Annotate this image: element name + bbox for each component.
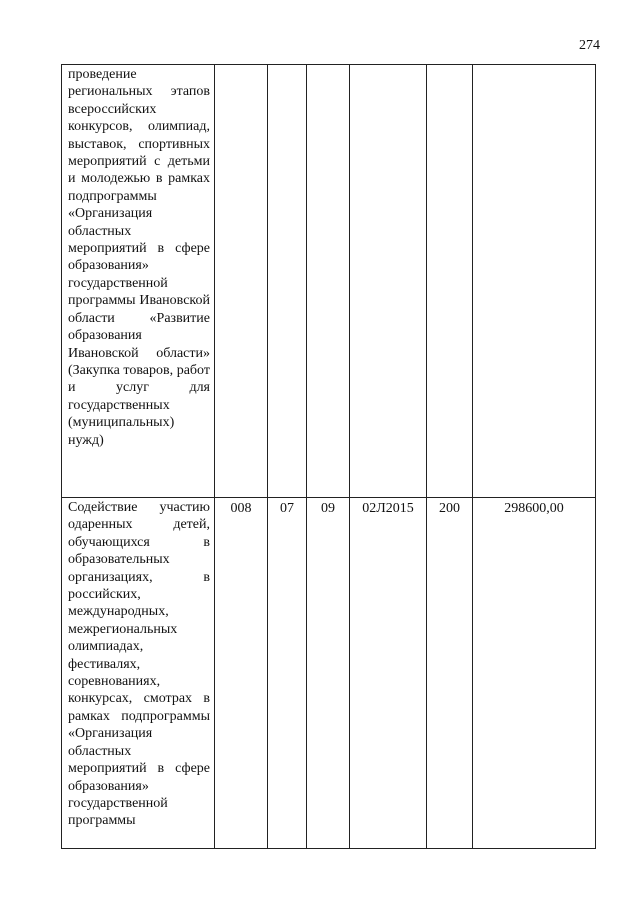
section-code: 07 [268, 498, 307, 849]
section-code [268, 65, 307, 498]
row-description: Содействие участию одаренных детей, обучающихся в образовательных организациях, в российских, международных, межрегиональных олимпиадах, фестивалях, соревнованиях, конкурсах, смотрах в рамках подпрограммы «Организация областных мероприятий в сфере образования» государственной программы [62, 498, 215, 849]
target-article-code [350, 65, 427, 498]
target-article-code: 02Л2015 [350, 498, 427, 849]
ministry-code [215, 65, 268, 498]
table-row [62, 498, 596, 849]
subsection-code: 09 [307, 498, 350, 849]
amount-value [473, 65, 596, 498]
amount-value: 298600,00 [473, 498, 596, 849]
row-description: проведение региональных этапов всероссийских конкурсов, олимпиад, выставок, спортивных мероприятий с детьми и молодежью в рамках подпрограммы «Организация областных мероприятий в сфере образования» государственной программы Ивановской области «Развитие образования Ивановской области» (Закупка товаров, работ и услуг для государственных (муниципальных) нужд) [62, 65, 215, 498]
expense-type-code [427, 65, 473, 498]
ministry-code: 008 [215, 498, 268, 849]
table-row [62, 65, 596, 498]
subsection-code [307, 65, 350, 498]
budget-table [61, 64, 596, 849]
page-number: 274 [579, 38, 600, 53]
expense-type-code: 200 [427, 498, 473, 849]
